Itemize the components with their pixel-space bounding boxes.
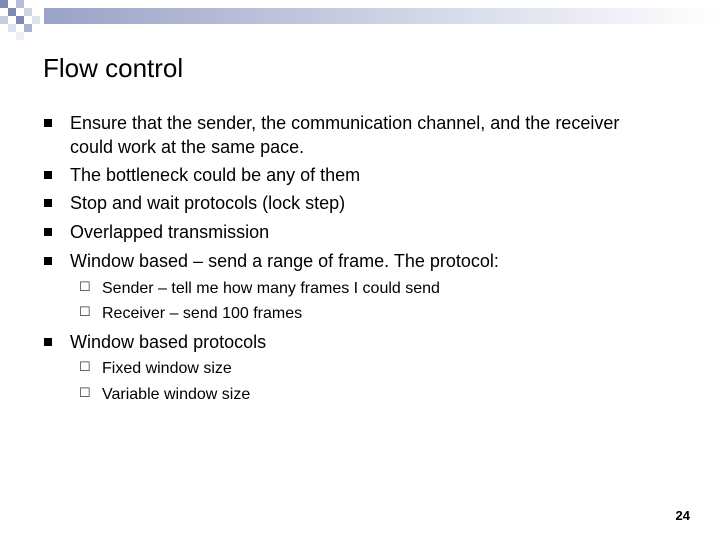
decor-square bbox=[16, 32, 24, 40]
square-bullet-icon bbox=[44, 171, 52, 179]
bullet-text: The bottleneck could be any of them bbox=[70, 165, 361, 185]
bullet-text: Window based protocols bbox=[70, 332, 267, 352]
decor-square bbox=[16, 16, 24, 24]
decor-square bbox=[16, 0, 24, 8]
decor-square bbox=[0, 0, 8, 8]
square-bullet-icon bbox=[44, 119, 52, 127]
sub-bullet-text: Receiver – send 100 frames bbox=[102, 305, 303, 322]
sub-bullet-text: Variable window size bbox=[102, 386, 251, 403]
square-bullet-icon bbox=[44, 199, 52, 207]
decor-square bbox=[8, 8, 16, 16]
bullet-text: Overlapped transmission bbox=[70, 222, 270, 242]
bullet-text: Window based – send a range of frame. The protocol: bbox=[70, 251, 499, 271]
decor-square bbox=[24, 24, 32, 32]
checkbox-bullet-icon: ☐ bbox=[79, 304, 91, 319]
sub-bullet-text: Sender – tell me how many frames I could send bbox=[102, 280, 440, 297]
checkbox-bullet-icon: ☐ bbox=[79, 279, 91, 294]
header-decoration bbox=[0, 0, 720, 46]
page-number: 24 bbox=[675, 508, 690, 523]
decor-square bbox=[24, 8, 32, 16]
bullet-text: Stop and wait protocols (lock step) bbox=[70, 193, 346, 213]
decor-square bbox=[32, 16, 40, 24]
checkbox-bullet-icon: ☐ bbox=[79, 385, 91, 400]
square-bullet-icon bbox=[44, 228, 52, 236]
checkbox-bullet-icon: ☐ bbox=[79, 359, 91, 374]
bullet-text: Ensure that the sender, the communication channel, and the receiver could work at the same pace. bbox=[70, 113, 620, 157]
square-bullet-icon bbox=[44, 257, 52, 265]
slide-title: Flow control bbox=[43, 53, 184, 83]
sub-bullet-text: Fixed window size bbox=[102, 360, 232, 377]
decor-square bbox=[0, 16, 8, 24]
header-gradient-bar bbox=[44, 8, 720, 24]
decor-square bbox=[8, 24, 16, 32]
square-bullet-icon bbox=[44, 338, 52, 346]
